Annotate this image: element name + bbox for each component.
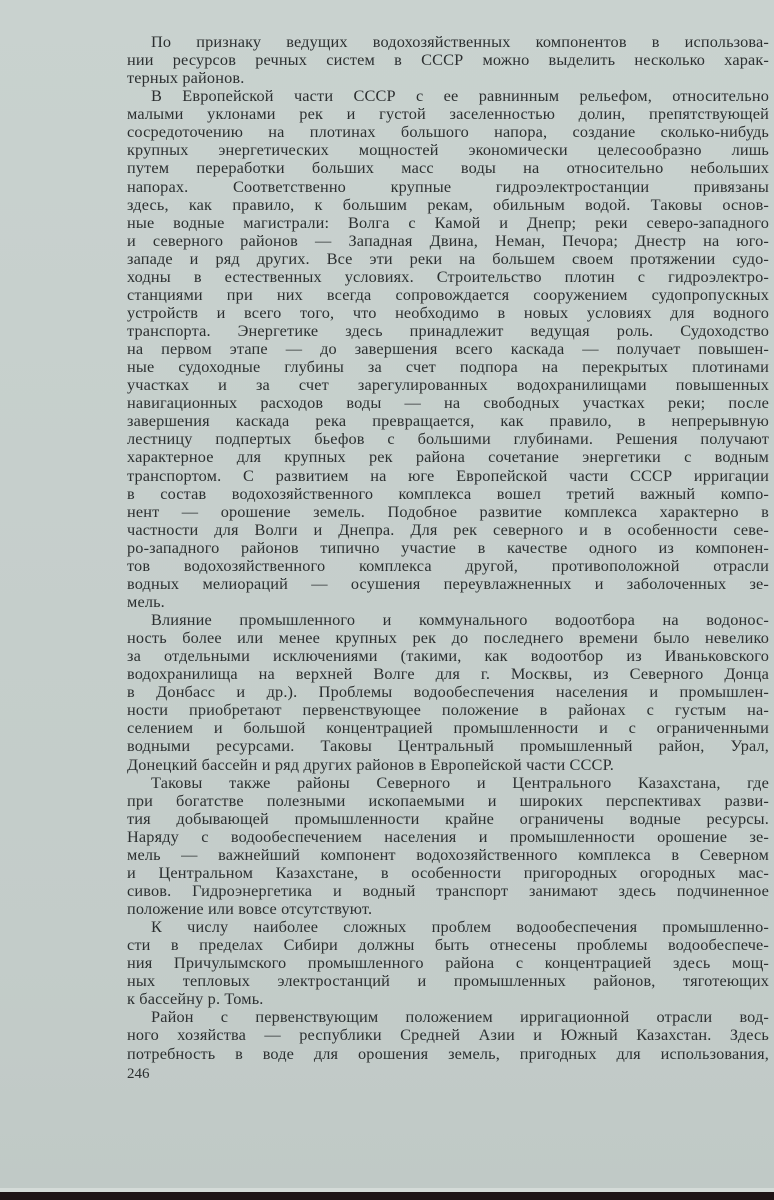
text-line: западе и ряд других. Все эти реки на большем своем протяжении судо-	[127, 248, 769, 268]
page-number: 246	[127, 1066, 150, 1082]
text-line: крупных энергетических мощностей экономически целесообразно лишь	[127, 140, 769, 160]
text-line: мель.	[127, 591, 165, 611]
text-line: ные водные магистрали: Волга с Камой и Днепр; реки северо-западного	[127, 212, 769, 232]
text-line: водными ресурсами. Таковы Центральный промышленный район, Урал,	[127, 736, 769, 756]
text-line: В Европейской части СССР с ее равнинным рельефом, относительно	[151, 86, 769, 106]
text-line: терных районов.	[127, 68, 245, 88]
paragraph	[127, 33, 769, 87]
text-line: частности для Волги и Днепра. Для рек северного и в особенности севе-	[127, 519, 769, 539]
text-line: Наряду с водообеспечением населения и промышленности орошение зе-	[127, 826, 769, 846]
text-line: селением и большой концентрацией промышленности и с ограниченными	[127, 718, 769, 738]
text-line: ро-западного районов типично участие в качестве одного из компонен-	[127, 537, 769, 557]
text-line: По признаку ведущих водохозяйственных компонентов в использова-	[151, 32, 769, 51]
text-line: сивов. Гидроэнергетика и водный транспорт занимают здесь подчиненное	[127, 880, 769, 900]
text-line: в Донбасс и др.). Проблемы водообеспечения населения и промышлен-	[127, 682, 769, 702]
text-line: навигационных расходов воды — на свободных участках реки; после	[127, 393, 769, 413]
body-text	[127, 33, 769, 1063]
text-line: характерное для крупных рек района сочетание энергетики с водным	[127, 447, 769, 467]
text-line: ных тепловых электростанций и промышленных районов, тяготеющих	[127, 971, 769, 991]
text-line: тов водохозяйственного комплекса другой, противоположной отрасли	[127, 555, 769, 575]
text-line: за отдельными исключениями (такими, как водоотбор из Иваньковского	[127, 646, 769, 666]
text-line: напорах. Соответственно крупные гидроэлектростанции привязаны	[127, 176, 769, 196]
text-line: К числу наиболее сложных проблем водообеспечения промышленно-	[151, 917, 769, 937]
text-line: нент — орошение земель. Подобное развитие комплекса характерно в	[127, 501, 769, 521]
text-line: сти в пределах Сибири должны быть отнесены проблемы водообеспече-	[127, 935, 769, 955]
text-line: при богатстве полезными ископаемыми и широких перспективах разви-	[127, 790, 769, 810]
text-line: на первом этапе — до завершения всего каскада — получает повышен-	[127, 339, 769, 359]
text-line: сосредоточению на плотинах большого напора, создание сколько-нибудь	[127, 122, 769, 142]
text-line: Таковы также районы Северного и Центрального Казахстана, где	[151, 772, 769, 792]
text-line: ного хозяйства — республики Средней Азии и Южный Казахстан. Здесь	[127, 1025, 769, 1045]
text-line: мель — важнейший компонент водохозяйственного комплекса в Северном	[127, 844, 769, 864]
text-line: ходны в естественных условиях. Строительство плотин с гидроэлектро-	[127, 266, 769, 286]
text-line: путем переработки больших масс воды на относительно небольших	[127, 158, 769, 178]
text-line: в состав водохозяйственного комплекса вошел третий важный компо-	[127, 483, 769, 503]
text-line: тия добывающей промышленности крайне ограничены водные ресурсы.	[127, 808, 769, 828]
text-line: водохранилища на верхней Волге для г. Москвы, из Северного Донца	[127, 664, 769, 684]
text-line: устройств и всего того, что необходимо в новых условиях для водного	[127, 302, 769, 322]
paragraph	[127, 1008, 769, 1062]
text-line: станциями при них всегда сопровождается сооружением судопропускных	[127, 284, 769, 304]
text-line: ности приобретают первенствующее положение в районах с густым на-	[127, 700, 769, 720]
text-line: Влияние промышленного и коммунального водоотбора на водонос-	[151, 610, 769, 629]
paragraph	[127, 611, 769, 774]
text-line: ные судоходные глубины за счет подпора на перекрытых плотинами	[127, 357, 769, 377]
text-line: завершения каскада река превращается, как правило, в непрерывную	[127, 411, 769, 431]
text-line: положение или вовсе отсутствуют.	[127, 899, 373, 918]
text-line: транспорта. Энергетике здесь принадлежит ведущая роль. Судоходство	[127, 321, 769, 340]
text-line: здесь, как правило, к большим рекам, обильным водой. Таковы основ-	[127, 194, 769, 214]
paragraph	[127, 774, 769, 919]
text-line: ность более или менее крупных рек до последнего времени было невелико	[127, 628, 769, 648]
text-line: Донецкий бассейн и ряд других районов в Европейской части СССР.	[127, 754, 614, 774]
text-line: водных мелиораций — осушения переувлажненных и заболоченных зе-	[127, 573, 769, 593]
paragraph	[127, 87, 769, 611]
text-line: Район с первенствующим положением ирригационной отрасли вод-	[151, 1007, 769, 1027]
text-line: транспортом. С развитием на юге Европейской части СССР ирригации	[127, 465, 769, 485]
text-line: и северного районов — Западная Двина, Неман, Печора; Днестр на юго-	[127, 230, 769, 250]
text-line: малыми уклонами рек и густой заселенностью долин, препятствующей	[127, 104, 769, 124]
text-line: нии ресурсов речных систем в СССР можно выделить несколько харак-	[127, 50, 769, 70]
paragraph	[127, 918, 769, 1008]
text-line: и Центральном Казахстане, в особенности пригородных огородных мас-	[127, 862, 769, 882]
text-line: потребность в воде для орошения земель, пригодных для использования,	[127, 1043, 769, 1063]
text-line: участках и за счет зарегулированных водохранилищами повышенных	[127, 375, 769, 395]
text-line: к бассейну р. Томь.	[127, 989, 264, 1009]
text-line: ния Причулымского промышленного района с концентрацией здесь мощ-	[127, 953, 769, 973]
text-line: лестницу подпертых бьефов с большими глубинами. Решения получают	[127, 429, 769, 449]
